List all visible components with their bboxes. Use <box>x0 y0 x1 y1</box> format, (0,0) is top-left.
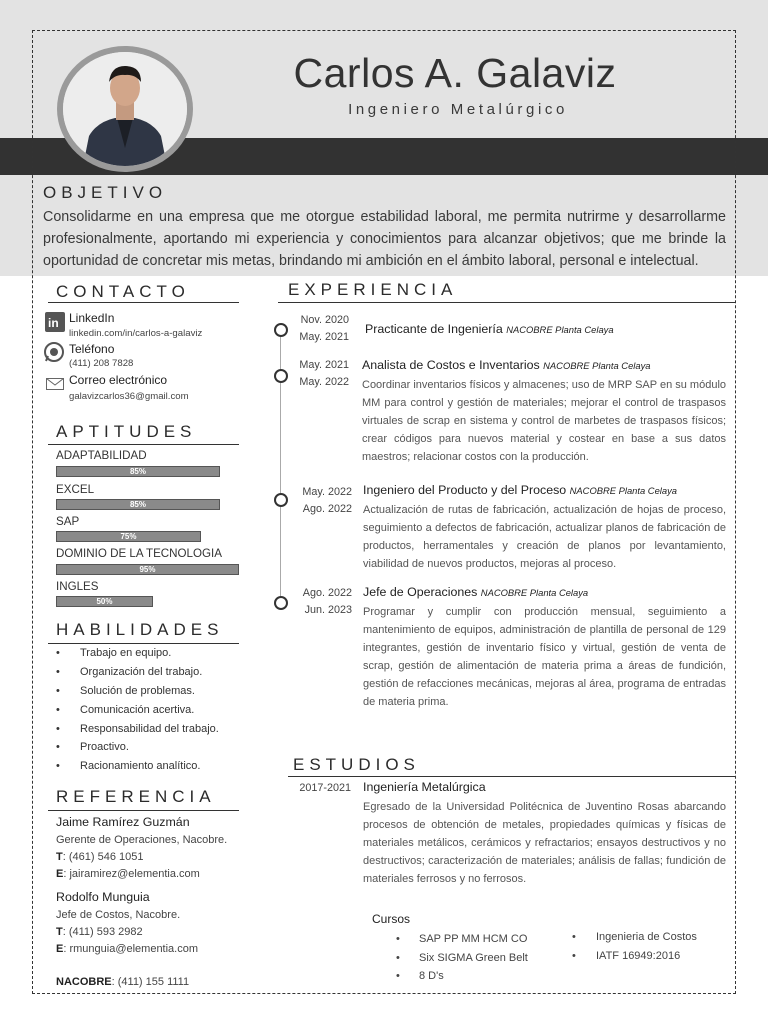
contact-label-linkedin: LinkedIn <box>69 311 115 325</box>
job-description: Programar y cumplir con producción mensual, seguimiento a mantenimiento de equipos, administración de plantilla de personal de 129 integrantes, gestión de inventario físico y virtual, gestión de venta de scrap, gestión de alimentación de materia prima a áreas de fundición, gestión de refacciones mecánicas, mejoras al área, programa de entradas de materia prima. <box>363 606 726 708</box>
objetivo-heading: OBJETIVO <box>43 183 168 202</box>
reference-name: Jaime Ramírez Guzmán <box>56 815 190 829</box>
job-date-end: May. 2022 <box>299 376 349 388</box>
contacto-divider <box>48 302 239 303</box>
reference-role: Gerente de Operaciones, Nacobre. <box>56 834 228 846</box>
job-date-start: May. 2022 <box>302 486 352 498</box>
job-description: Coordinar inventarios físicos y almacenes; uso de MRP SAP en su módulo MM para control y gestión de materiales; mejorar el control de traspasos virtuales de scrap en sistema y control de marbetes de traspasos físicos; crear códigos para nuevos material y costear en base a sus datos maestros; relacionar costos con la producción. <box>362 379 726 463</box>
experiencia-heading: EXPERIENCIA <box>288 280 458 299</box>
list-item: • Six SIGMA Green Belt <box>396 952 528 964</box>
estudios-heading: ESTUDIOS <box>293 755 420 774</box>
habilidades-heading: HABILIDADES <box>56 620 224 639</box>
reference-name: Rodolfo Munguia <box>56 890 150 904</box>
list-item: • Ingenieria de Costos <box>572 931 697 943</box>
list-item: • Responsabilidad del trabajo. <box>56 723 219 735</box>
skill-name: ADAPTABILIDAD <box>56 449 147 462</box>
list-item: • Trabajo en equipo. <box>56 647 172 659</box>
skill-bar <box>56 531 201 542</box>
linkedin-icon <box>45 312 65 332</box>
skill-name: SAP <box>56 515 80 528</box>
skill-percent: 95% <box>139 565 156 574</box>
referencia-heading: REFERENCIA <box>56 787 216 806</box>
list-item: • Solución de problemas. <box>56 685 195 697</box>
objetivo-text: Consolidarme en una empresa que me otorgue estabilidad laboral, me permita nutrirme y desarrollarme profesionalmente, aportando mi experiencia y conocimientos para alcanzar objetivos; que me brinde la oportunidad de concretar mis metas, brindando mi ambición en el ámbito laboral, personal e intelectual. <box>43 209 726 269</box>
list-item: • SAP PP MM HCM CO <box>396 933 528 945</box>
skill-bar <box>56 466 220 477</box>
job-date-end: Ago. 2022 <box>302 503 352 515</box>
skill-bar <box>56 564 239 575</box>
job-date-start: Ago. 2022 <box>302 587 352 599</box>
candidate-title: Ingeniero Metalúrgico <box>348 101 568 118</box>
skill-name: DOMINIO DE LA TECNOLOGIA <box>56 547 222 560</box>
list-item: • 8 D's <box>396 970 444 982</box>
list-item: • Organización del trabajo. <box>56 666 203 678</box>
study-date: 2017-2021 <box>299 782 351 794</box>
skill-name: INGLES <box>56 580 99 593</box>
skill-percent: 50% <box>96 597 113 606</box>
job-title: Practicante de Ingeniería NACOBRE Planta Celaya <box>365 322 614 336</box>
reference-phone: T: (411) 593 2982 <box>56 926 143 938</box>
skill-bar <box>56 596 153 607</box>
skill-name: EXCEL <box>56 483 95 496</box>
study-degree: Ingeniería Metalúrgica <box>363 780 486 794</box>
reference-email: E: rmunguia@elementia.com <box>56 943 199 955</box>
job-title: Analista de Costos e Inventarios NACOBRE Planta Celaya <box>362 358 651 372</box>
aptitudes-divider <box>48 444 239 445</box>
job-date-start: May. 2021 <box>299 359 349 371</box>
candidate-name: Carlos A. Galaviz <box>293 50 617 96</box>
job-description: Actualización de rutas de fabricación, actualización de hojas de proceso, seguimiento a defectos de fabricación, actualizar planos de fabricación de productos, herramentales y creación de planos por levantamiento, viabilidad de nuevos productos, mejoras al proceso. <box>363 504 726 570</box>
list-item: • Racionamiento analítico. <box>56 760 201 772</box>
list-item: • Proactivo. <box>56 741 129 753</box>
referencia-divider <box>48 810 239 811</box>
estudios-divider <box>288 776 736 777</box>
contacto-heading: CONTACTO <box>56 282 190 301</box>
cursos-label: Cursos <box>372 912 411 926</box>
job-date-end: Jun. 2023 <box>304 604 352 616</box>
skill-bar <box>56 499 220 510</box>
skill-percent: 85% <box>129 500 146 509</box>
list-item: • IATF 16949:2016 <box>572 950 681 962</box>
skill-percent: 85% <box>129 467 146 476</box>
experiencia-divider <box>278 302 736 303</box>
svg-text:in: in <box>48 316 59 330</box>
company-phone: NACOBRE: (411) 155 1111 <box>56 976 190 988</box>
habilidades-divider <box>48 643 239 644</box>
list-item: • Comunicación acertiva. <box>56 704 195 716</box>
job-title: Ingeniero del Producto y del Proceso NACOBRE Planta Celaya <box>363 483 677 497</box>
whatsapp-icon <box>43 341 65 363</box>
reference-role: Jefe de Costos, Nacobre. <box>56 909 181 921</box>
contact-value-email[interactable]: galavizcarlos36@gmail.com <box>69 391 189 402</box>
reference-phone: T: (461) 546 1051 <box>56 851 144 863</box>
study-description: Egresado de la Universidad Politécnica de Juventino Rosas abarcando procesos de obtención de metales, propiedades químicas y físicas de materiales metálicos, cerámicos y refractarios; ensayos destructivos y no destructivos; caracterización de materiales; análisis de fallas; fundición de materiales ferrosos y no ferrosos. <box>363 801 726 885</box>
contact-value-linkedin[interactable]: linkedin.com/in/carlos-a-galaviz <box>69 328 203 339</box>
contact-value-telefono[interactable]: (411) 208 7828 <box>69 358 134 369</box>
aptitudes-heading: APTITUDES <box>56 422 197 441</box>
job-title: Jefe de Operaciones NACOBRE Planta Celaya <box>363 585 589 599</box>
job-date-start: Nov. 2020 <box>300 314 349 326</box>
mail-icon <box>46 377 64 389</box>
skill-percent: 75% <box>120 532 137 541</box>
reference-email: E: jairamirez@elementia.com <box>56 868 200 880</box>
contact-label-telefono: Teléfono <box>69 342 115 356</box>
contact-label-email: Correo electrónico <box>69 373 168 387</box>
job-date-end: May. 2021 <box>299 331 349 343</box>
